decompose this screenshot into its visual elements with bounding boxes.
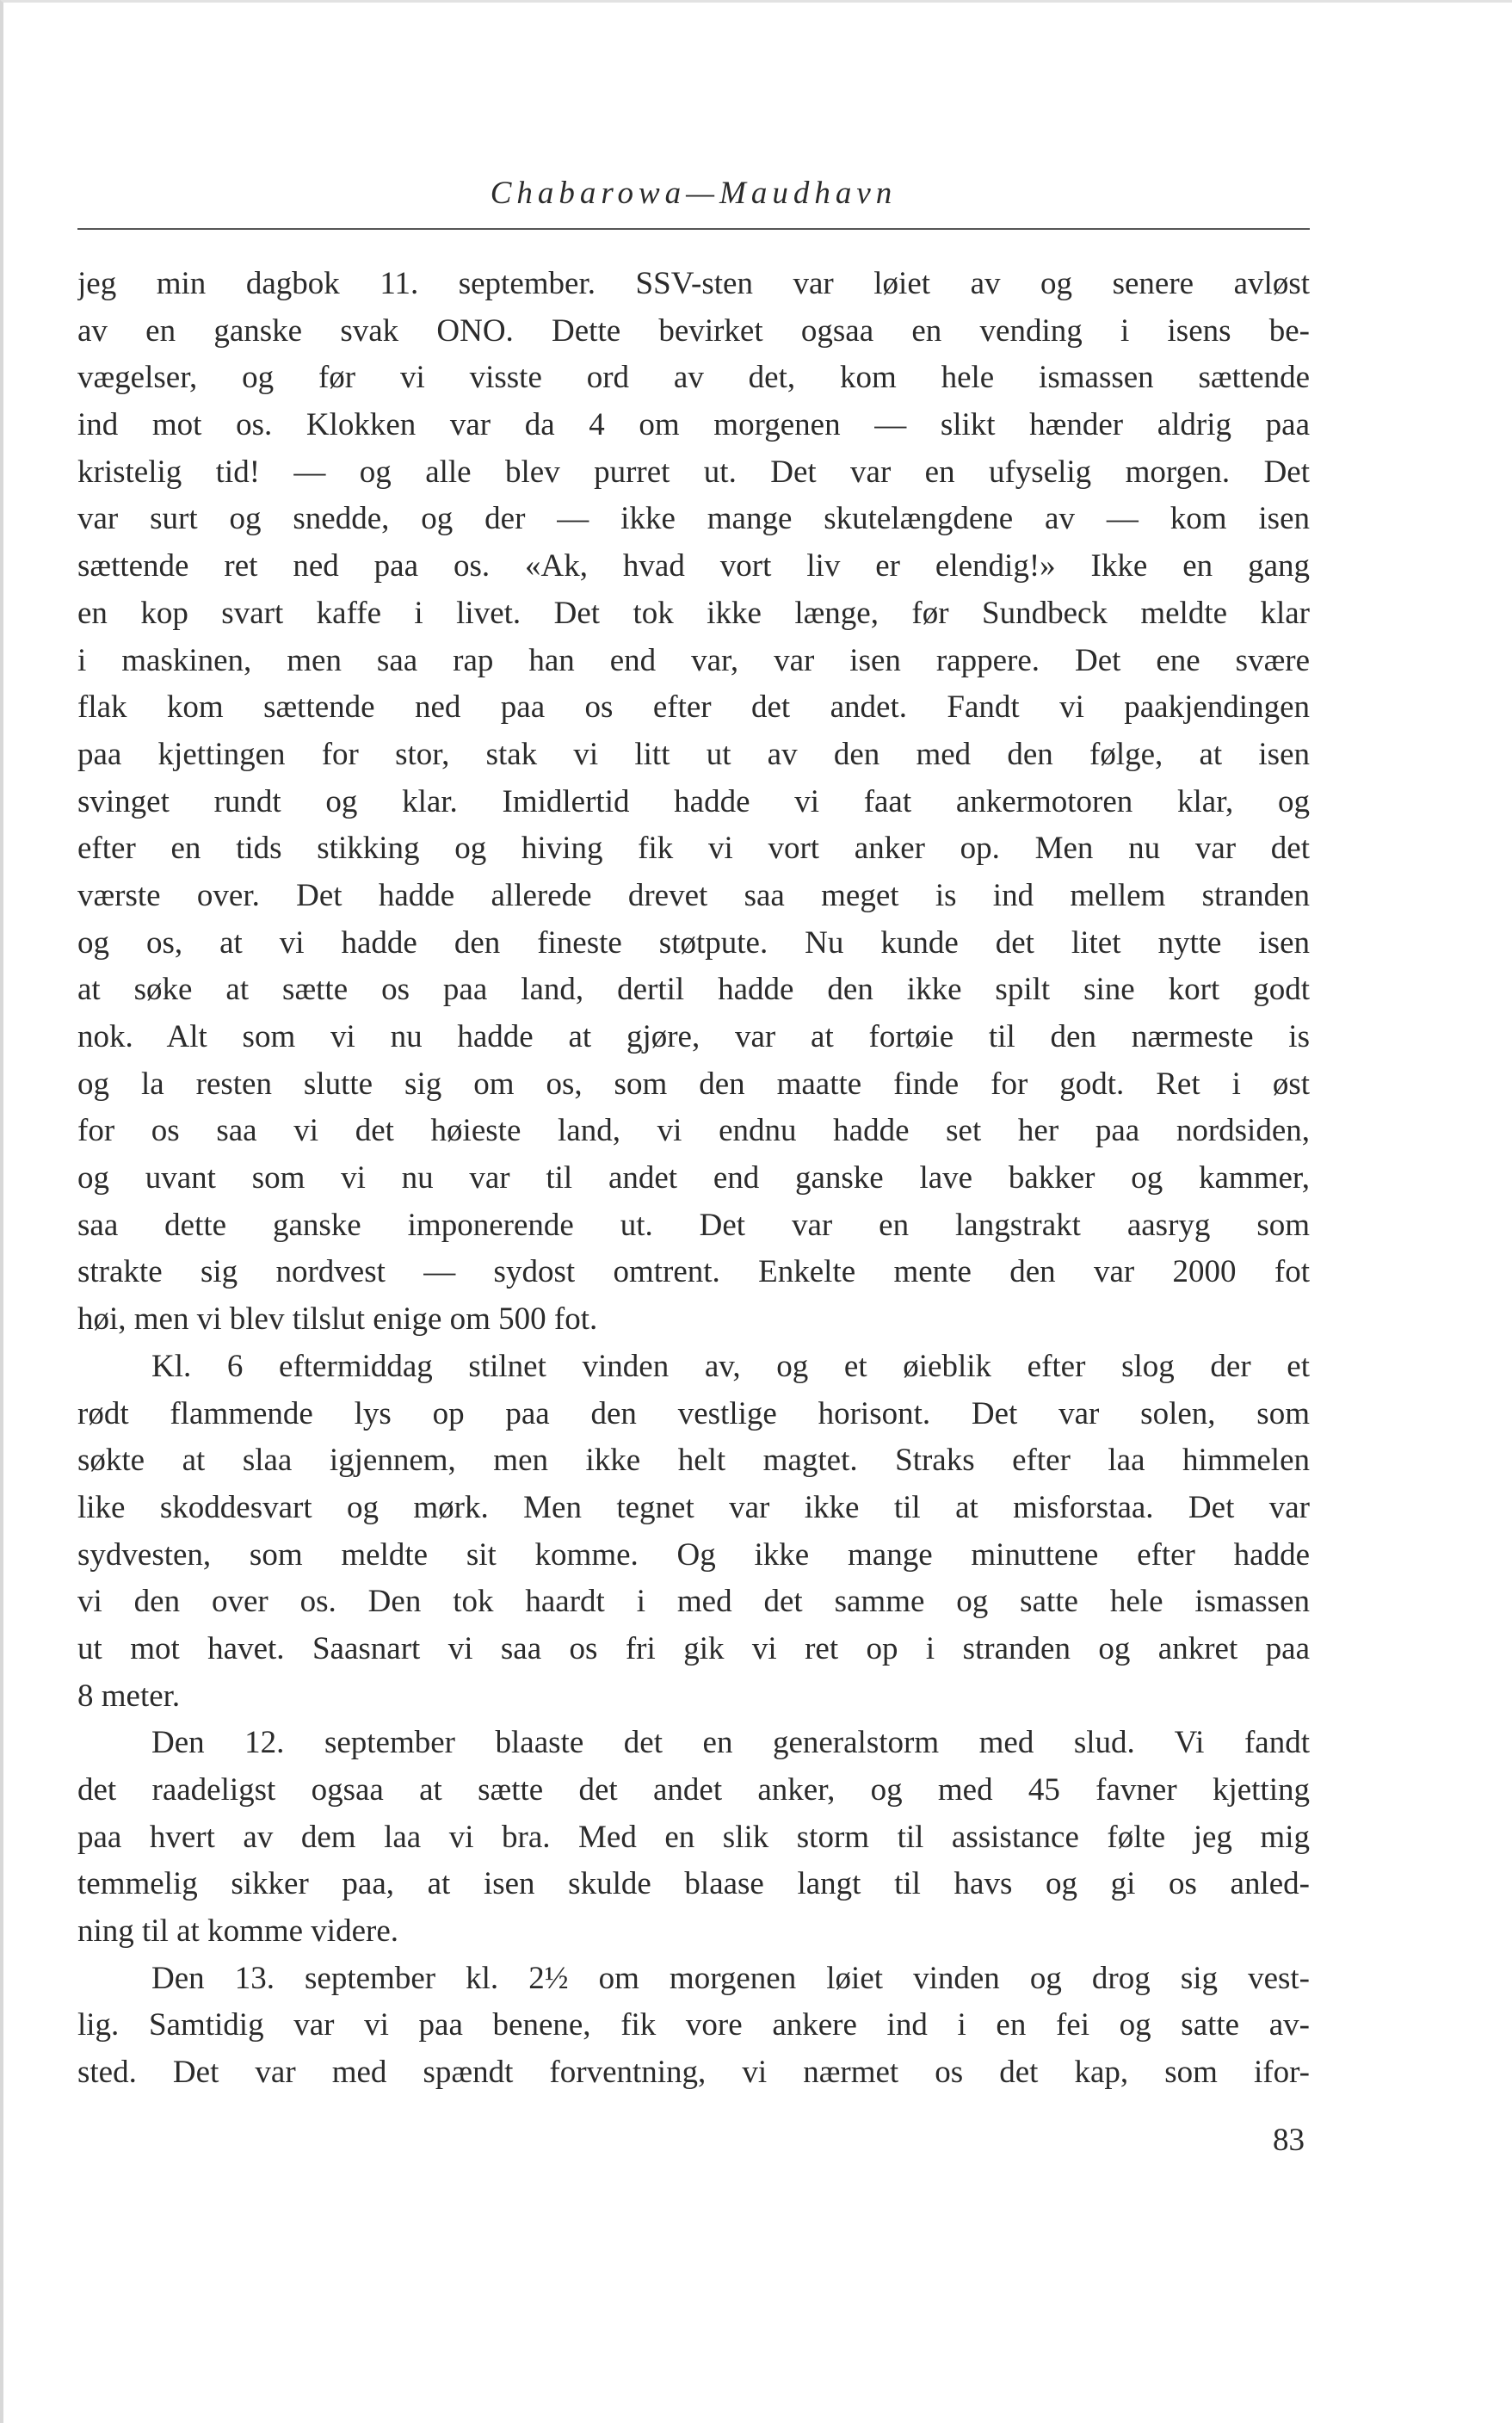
text-line: ning til at komme videre. [77,1913,398,1950]
text-line: Den 13. september kl. 2½ om morgenen løiet vinden og drog sig vest- [151,1960,1310,1996]
text-line: og uvant som vi nu var til andet end ganske lave bakker og kammer, [77,1160,1310,1196]
text-line: paa hvert av dem laa vi bra. Med en slik storm til assistance følte jeg mig [77,1819,1310,1855]
text-line: høi, men vi blev tilslut enige om 500 fot. [77,1301,598,1338]
paragraph [77,1720,1310,1955]
text-line: søkte at slaa igjennem, men ikke helt magtet. Straks efter laa himmelen [77,1443,1310,1479]
text-line: i maskinen, men saa rap han end var, var isen rappere. Det ene svære [77,642,1310,678]
text-line: strakte sig nordvest — sydost omtrent. Enkelte mente den var 2000 fot [77,1254,1310,1290]
text-line: vi den over os. Den tok haardt i med det samme og satte hele ismassen [77,1584,1310,1620]
text-line: sættende ret ned paa os. «Ak, hvad vort liv er elendig!» Ikke en gang [77,548,1310,584]
text-line: jeg min dagbok 11. september. SSV-sten var løiet av og senere avløst [77,266,1310,301]
text-line: 8 meter. [77,1678,181,1714]
text-line: lig. Samtidig var vi paa benene, fik vore ankere ind i en fei og satte av- [77,2007,1310,2043]
text-line: for os saa vi det høieste land, vi endnu hadde set her paa nordsiden, [77,1113,1310,1149]
running-head: Chabarowa—Maudhavn [490,176,898,211]
text-line: flak kom sættende ned paa os efter det andet. Fandt vi paakjendingen [77,689,1310,726]
text-line: sted. Det var med spændt forventning, vi nærmet os det kap, som ifor- [77,2055,1310,2091]
text-line: saa dette ganske imponerende ut. Det var en langstrakt aasryg som [77,1207,1310,1243]
text-line: det raadeligst ogsaa at sætte det andet anker, og med 45 favner kjetting [77,1772,1310,1808]
text-line: og os, at vi hadde den fineste støtpute. Nu kunde det litet nytte isen [77,924,1310,961]
page-number: 83 [1273,2123,1305,2158]
text-line: rødt flammende lys op paa den vestlige horisont. Det var solen, som [77,1395,1310,1431]
body-text [77,261,1310,2097]
text-line: paa kjettingen for stor, stak vi litt ut av den med den følge, at isen [77,736,1310,772]
text-line: Den 12. september blaaste det en generalstorm med slud. Vi fandt [151,1725,1310,1761]
text-line: efter en tids stikking og hiving fik vi vort anker op. Men nu var det [77,831,1310,867]
text-line: og la resten slutte sig om os, som den maatte finde for godt. Ret i øst [77,1066,1310,1102]
text-line: like skoddesvart og mørk. Men tegnet var ikke til at misforstaa. Det var [77,1489,1310,1525]
text-line: kristelig tid! — og alle blev purret ut. Det var en ufyselig morgen. Det [77,454,1310,490]
text-line: var surt og snedde, og der — ikke mange skutelængdene av — kom isen [77,501,1310,537]
text-line: Kl. 6 eftermiddag stilnet vinden av, og et øieblik efter slog der et [151,1348,1310,1384]
text-line: sydvesten, som meldte sit komme. Og ikke mange minuttene efter hadde [77,1536,1310,1573]
paragraph [77,1956,1310,2097]
text-line: temmelig sikker paa, at isen skulde blaase langt til havs og gi os anled- [77,1866,1310,1902]
text-line: ind mot os. Klokken var da 4 om morgenen — slikt hænder aldrig paa [77,407,1310,443]
header-rule [77,228,1310,230]
text-line: vægelser, og før vi visste ord av det, kom hele ismassen sættende [77,360,1310,396]
text-line: en kop svart kaffe i livet. Det tok ikke længe, før Sundbeck meldte klar [77,595,1310,631]
text-line: værste over. Det hadde allerede drevet saa meget is ind mellem stranden [77,877,1310,913]
paragraph [77,1344,1310,1721]
text-line: av en ganske svak ONO. Dette bevirket ogsaa en vending i isens be- [77,312,1310,349]
text-line: at søke at sætte os paa land, dertil hadde den ikke spilt sine kort godt [77,972,1310,1008]
text-line: svinget rundt og klar. Imidlertid hadde vi faat ankermotoren klar, og [77,783,1310,819]
text-line: ut mot havet. Saasnart vi saa os fri gik vi ret op i stranden og ankret paa [77,1630,1310,1666]
text-line: nok. Alt som vi nu hadde at gjøre, var at fortøie til den nærmeste is [77,1019,1310,1054]
paragraph [77,261,1310,1344]
